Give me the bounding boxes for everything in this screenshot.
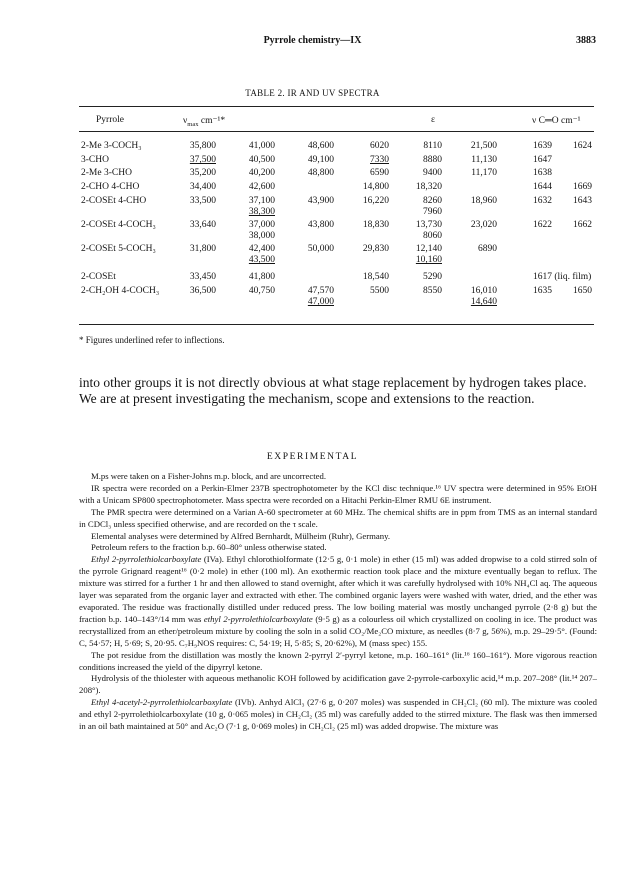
table-cell-co1: 1644 <box>533 182 552 192</box>
table-cell-vmax: 33,500 <box>189 196 216 206</box>
table-header-rule <box>79 131 594 132</box>
table-cell-c3: 48,800 <box>307 168 334 178</box>
table-cell-co2: 1624 <box>573 141 592 151</box>
table-cell-c2: 37,000 <box>248 220 275 230</box>
table-cell-e1: 6590 <box>370 168 389 178</box>
col-header-pyrrole: Pyrrole <box>96 115 124 125</box>
exp-paragraph-ir: IR spectra were recorded on a Perkin-Elmer 237B spectrophotometer by the KCl disc technique.¹⁶ UV spectra were determined in 95% EtOH with a Unicam SP800 spectrophotometer. Mass spectra were recorded on a Hitachi Perkin-Elmer RMU 6E instrument. <box>79 482 597 505</box>
table-cell-e2: 9400 <box>423 168 442 178</box>
table-cell-e1: 29,830 <box>362 244 389 254</box>
table-cell-vmax: 31,800 <box>189 244 216 254</box>
exp-paragraph-hydrolysis: Hydrolysis of the thiolester with aqueous methanolic KOH followed by acidification gave 2-pyrrole-carboxylic acid,¹⁴ m.p. 207–208° (lit.¹⁴ 207–208°). <box>79 673 597 696</box>
table-cell-e2: 12,140 <box>415 244 442 254</box>
table-cell-co1: 1622 <box>533 220 552 230</box>
table-cell-e2b: 7960 <box>423 207 442 217</box>
table-cell-e3: 23,020 <box>470 220 497 230</box>
table-cell-e2: 8880 <box>423 155 442 165</box>
table-cell-c2b: 38,000 <box>248 231 275 241</box>
table-cell-vmax: 36,500 <box>189 286 216 296</box>
col-header-vco: ν C═O cm⁻¹ <box>532 116 581 126</box>
table-cell-c2: 41,800 <box>248 272 275 282</box>
table-cell-co1: 1635 <box>533 286 552 296</box>
table-bottom-rule <box>79 324 594 325</box>
table-row-label: 2-COSEt 4-COCH₃ <box>81 220 156 230</box>
table-row-label: 2-CHO 4-CHO <box>81 182 140 192</box>
table-cell-e1: 5500 <box>370 286 389 296</box>
table-cell-c2b: 38,300 <box>248 207 275 217</box>
table-cell-vmax: 35,200 <box>189 168 216 178</box>
table-cell-co1: 1617 (liq. film) <box>533 272 592 282</box>
table-cell-e1: 14,800 <box>362 182 389 192</box>
table-row-label: 2-CH₂OH 4-COCH₃ <box>81 286 160 296</box>
table-cell-c2: 40,200 <box>248 168 275 178</box>
table-cell-c3: 49,100 <box>307 155 334 165</box>
table-cell-e1: 7330 <box>370 155 389 165</box>
running-title: Pyrrole chemistry—IX <box>263 35 362 46</box>
table-row-label: 3-CHO <box>81 155 109 165</box>
table-cell-c2: 40,750 <box>248 286 275 296</box>
table-cell-co2: 1650 <box>573 286 592 296</box>
table-cell-vmax: 35,800 <box>189 141 216 151</box>
table-cell-c3: 47,570 <box>307 286 334 296</box>
table-cell-e2: 18,320 <box>415 182 442 192</box>
table-cell-c3: 50,000 <box>307 244 334 254</box>
table-cell-e3: 11,130 <box>471 155 497 165</box>
table-cell-vmax: 33,640 <box>189 220 216 230</box>
table-cell-vmax: 37,500 <box>189 155 216 165</box>
table-cell-e2b: 8060 <box>423 231 442 241</box>
table-cell-e2: 5290 <box>423 272 442 282</box>
table-cell-e1: 16,220 <box>362 196 389 206</box>
table-cell-c2: 42,400 <box>248 244 275 254</box>
table-cell-c3: 43,800 <box>307 220 334 230</box>
exp-paragraph-ivb: Ethyl 4-acetyl-2-pyrrolethiolcarboxylate (IVb). Anhyd AlCl₃ (27·6 g, 0·207 moles) was suspended in CH₂Cl₂ (60 ml). The mixture was cooled and ethyl 2-pyrrolethiolcarboxylate (10 g, 0·065 moles) in CH₂Cl₂ (35 ml) was carefully added to the stirred mixture. The flask was then immersed in an oil bath maintained at 50° and Ac₂O (7·1 g, 0·069 moles) in CH₂Cl₂ (25 ml) was added dropwise. The mixture was <box>79 697 597 732</box>
table-cell-co1: 1638 <box>533 168 552 178</box>
table-cell-c2: 37,100 <box>248 196 275 206</box>
table-cell-e2b: 10,160 <box>415 255 442 265</box>
exp-paragraph-mp: M.ps were taken on a Fisher-Johns m.p. block, and are uncorrected. <box>91 471 327 481</box>
table-cell-e3b: 14,640 <box>470 297 497 307</box>
table-row-label: 2-COSEt 4-CHO <box>81 196 147 206</box>
table-cell-co1: 1647 <box>533 155 552 165</box>
table-cell-co1: 1632 <box>533 196 552 206</box>
table-row-label: 2-COSEt <box>81 272 116 282</box>
intro-paragraph: into other groups it is not directly obvious at what stage replacement by hydrogen takes place. We are at present investigating the mechanism, scope and extensions to the reaction. <box>79 375 587 406</box>
table-row-label: 2-Me 3-COCH₃ <box>81 141 142 151</box>
experimental-text <box>79 471 597 733</box>
section-title-experimental: EXPERIMENTAL <box>266 452 359 462</box>
table-cell-c3: 43,900 <box>307 196 334 206</box>
col-header-vmax: $\nu_{max}$ cm⁻¹* <box>183 116 226 128</box>
table-cell-c2: 42,600 <box>248 182 275 192</box>
exp-paragraph-pot-residue: The pot residue from the distillation was mostly the known 2-pyrryl 2′-pyrryl ketone, m.p. 160–161° (lit.¹⁶ 160–161°). More vigorous reaction conditions increased the yield of the dipyrryl ketone. <box>79 649 597 672</box>
table-footnote: * Figures underlined refer to inflections. <box>79 335 225 345</box>
table-cell-co2: 1662 <box>573 220 592 230</box>
table-cell-co2: 1643 <box>573 196 592 206</box>
table-cell-c2: 41,000 <box>248 141 275 151</box>
table-row-label: 2-Me 3-CHO <box>81 168 132 178</box>
table-cell-e3: 21,500 <box>470 141 497 151</box>
table-cell-e3: 18,960 <box>470 196 497 206</box>
table-cell-e1: 6020 <box>370 141 389 151</box>
exp-paragraph-petroleum: Petroleum refers to the fraction b.p. 60–80° unless otherwise stated. <box>91 542 327 553</box>
col-header-epsilon: ε <box>431 115 435 125</box>
table-cell-e1: 18,830 <box>362 220 389 230</box>
table-cell-e3: 6890 <box>478 244 497 254</box>
exp-paragraph-pmr: The PMR spectra were determined on a Varian A-60 spectrometer at 60 MHz. The chemical shifts are in ppm from TMS as an internal standard in CDCl₃ unless specified otherwise, and are recorded on the τ scale. <box>79 506 597 529</box>
table-cell-vmax: 33,450 <box>189 272 216 282</box>
table-cell-e3: 16,010 <box>470 286 497 296</box>
table-top-rule <box>79 106 594 107</box>
table-cell-co1: 1639 <box>533 141 552 151</box>
page-number: 3883 <box>576 35 596 46</box>
table-cell-e2: 8550 <box>423 286 442 296</box>
table-cell-e2: 13,730 <box>415 220 442 230</box>
table-row-label: 2-COSEt 5-COCH₃ <box>81 244 156 254</box>
table-cell-c2b: 43,500 <box>248 255 275 265</box>
table-caption: TABLE 2. IR AND UV SPECTRA <box>245 88 380 98</box>
table-cell-c3b: 47,000 <box>307 297 334 307</box>
table-cell-c3: 48,600 <box>307 141 334 151</box>
exp-paragraph-iva: Ethyl 2-pyrrolethiolcarboxylate (IVa). Ethyl chlorothiolformate (12·5 g, 0·1 mole) in ether (15 ml) was added dropwise to a cold stirred soln of the pyrrole Grignard reagent¹⁶ (0·2 mole) in ether (100 ml). An exothermic reaction took place and the mixture eventually began to reflux. The mixture was stirred for a further 1 hr and then allowed to stand overnight, after which it was carefully hydrolysed with 10% NH₄Cl aq. The aqueous layer was separated from the organic layer and extracted with ether. The combined organic layers were washed with water, dried, and the ether was evaporated. The residue was fractionally distilled under reduced press. The low boiling material was mostly unchanged pyrrole (2·8 g) but the fraction b.p. 140–143°/14 mm was ethyl 2-pyrrolethiolcarboxylate (9·5 g) as a colourless oil which crystallized on cooling in ice. The product was recrystallized from an ether/petroleum mixture by cooling the soln in a solid CO₂/Me₂CO mixture, as needles (8·7 g, 56%), m.p. 29–29·5°. (Found: C, 54·57; H, 5·69; S, 20·95. C₇H₉NOS requires: C, 54·19; H, 5·85; S, 20·62%), M (mass spec) 155. <box>79 554 598 648</box>
table-cell-vmax: 34,400 <box>189 182 216 192</box>
exp-paragraph-analyses: Elemental analyses were determined by Alfred Bernhardt, Mülheim (Ruhr), Germany. <box>91 530 391 541</box>
table-cell-co2: 1669 <box>573 182 592 192</box>
table-cell-e3: 11,170 <box>471 168 497 178</box>
table-cell-e1: 18,540 <box>362 272 389 282</box>
table-cell-e2: 8110 <box>423 141 442 151</box>
table-cell-e2: 8260 <box>423 196 442 206</box>
table-cell-c2: 40,500 <box>248 155 275 165</box>
